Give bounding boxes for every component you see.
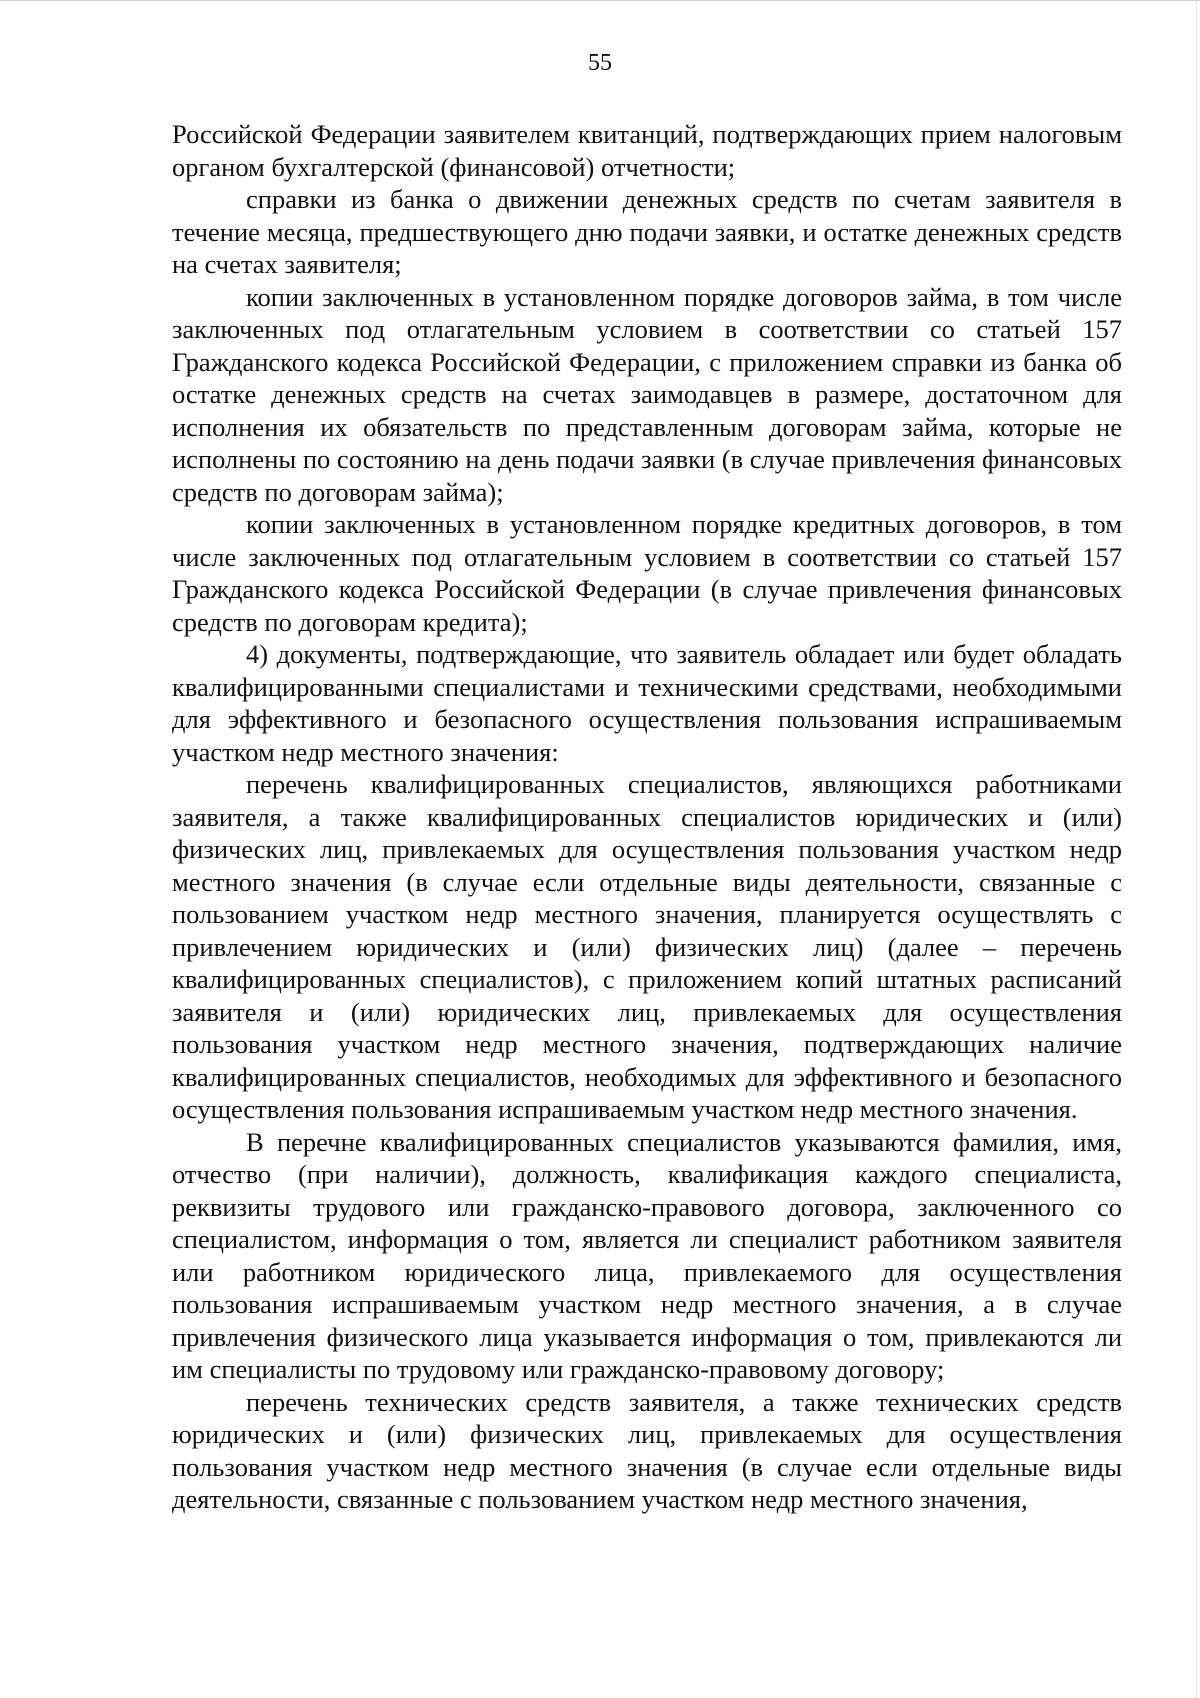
paragraph: справки из банка о движении денежных средств по счетам заявителя в течение месяца, предшествующего дню подачи заявки, и остатке денежных средств на счетах заявителя; (172, 184, 1122, 279)
paragraph: 4) документы, подтверждающие, что заявитель обладает или будет обладать квалифицированными специалистами и техническими средствами, необходимыми для эффективного и безопасного осуществления пользования испрашиваемым участком недр местного значения: (172, 639, 1122, 767)
paragraph: Российской Федерации заявителем квитанций, подтверждающих прием налоговым органом бухгалтерской (финансовой) отчетности; (172, 119, 1122, 182)
scan-edge-top (0, 0, 1200, 1)
paragraph: перечень технических средств заявителя, а также технических средств юридических и (или) физических лиц, привлекаемых для осуществления пользования участком недр местного значения (в случае если отдельные виды деятельности, связанные с пользованием участком недр местного значения, (172, 1386, 1122, 1514)
page-number: 55 (588, 50, 612, 76)
paragraph: копии заключенных в установленном порядке кредитных договоров, в том числе заключенных под отлагательным условием в соответствии со статьей 157 Гражданского кодекса Российской Федерации (в случае привлечения финансовых средств по договорам кредита); (172, 509, 1122, 637)
paragraph: В перечне квалифицированных специалистов указываются фамилия, имя, отчество (при наличии), должность, квалификация каждого специалиста, реквизиты трудового или гражданско-правового договора, заключенного со специалистом, информация о том, является ли специалист работником заявителя или работником юридического лица, привлекаемого для осуществления пользования испрашиваемым участком недр местного значения, а в случае привлечения физического лица указывается информация о том, привлекаются ли им специалисты по трудовому или гражданско-правовому договору; (172, 1126, 1122, 1384)
paragraph: перечень квалифицированных специалистов, являющихся работниками заявителя, а также квалифицированных специалистов юридических и (или) физических лиц, привлекаемых для осуществления пользования участком недр местного значения (в случае если отдельные виды деятельности, связанные с пользованием участком недр местного значения, планируется осуществлять с привлечением юридических и (или) физических лиц) (далее – перечень квалифицированных специалистов), с приложением копий штатных расписаний заявителя и (или) юридических лиц, привлекаемых для осуществления пользования участком недр местного значения, подтверждающих наличие квалифицированных специалистов, необходимых для эффективного и безопасного осуществления пользования испрашиваемым участком недр местного значения. (172, 769, 1122, 1124)
scan-edge-right (1196, 0, 1197, 1698)
paragraph: копии заключенных в установленном порядке договоров займа, в том числе заключенных под отлагательным условием в соответствии со статьей 157 Гражданского кодекса Российской Федерации, с приложением справки из банка об остатке денежных средств на счетах заимодавцев в размере, достаточном для исполнения их обязательств по представленным договорам займа, которые не исполнены по состоянию на день подачи заявки (в случае привлечения финансовых средств по договорам займа); (172, 281, 1122, 507)
document-body (172, 118, 1122, 1516)
